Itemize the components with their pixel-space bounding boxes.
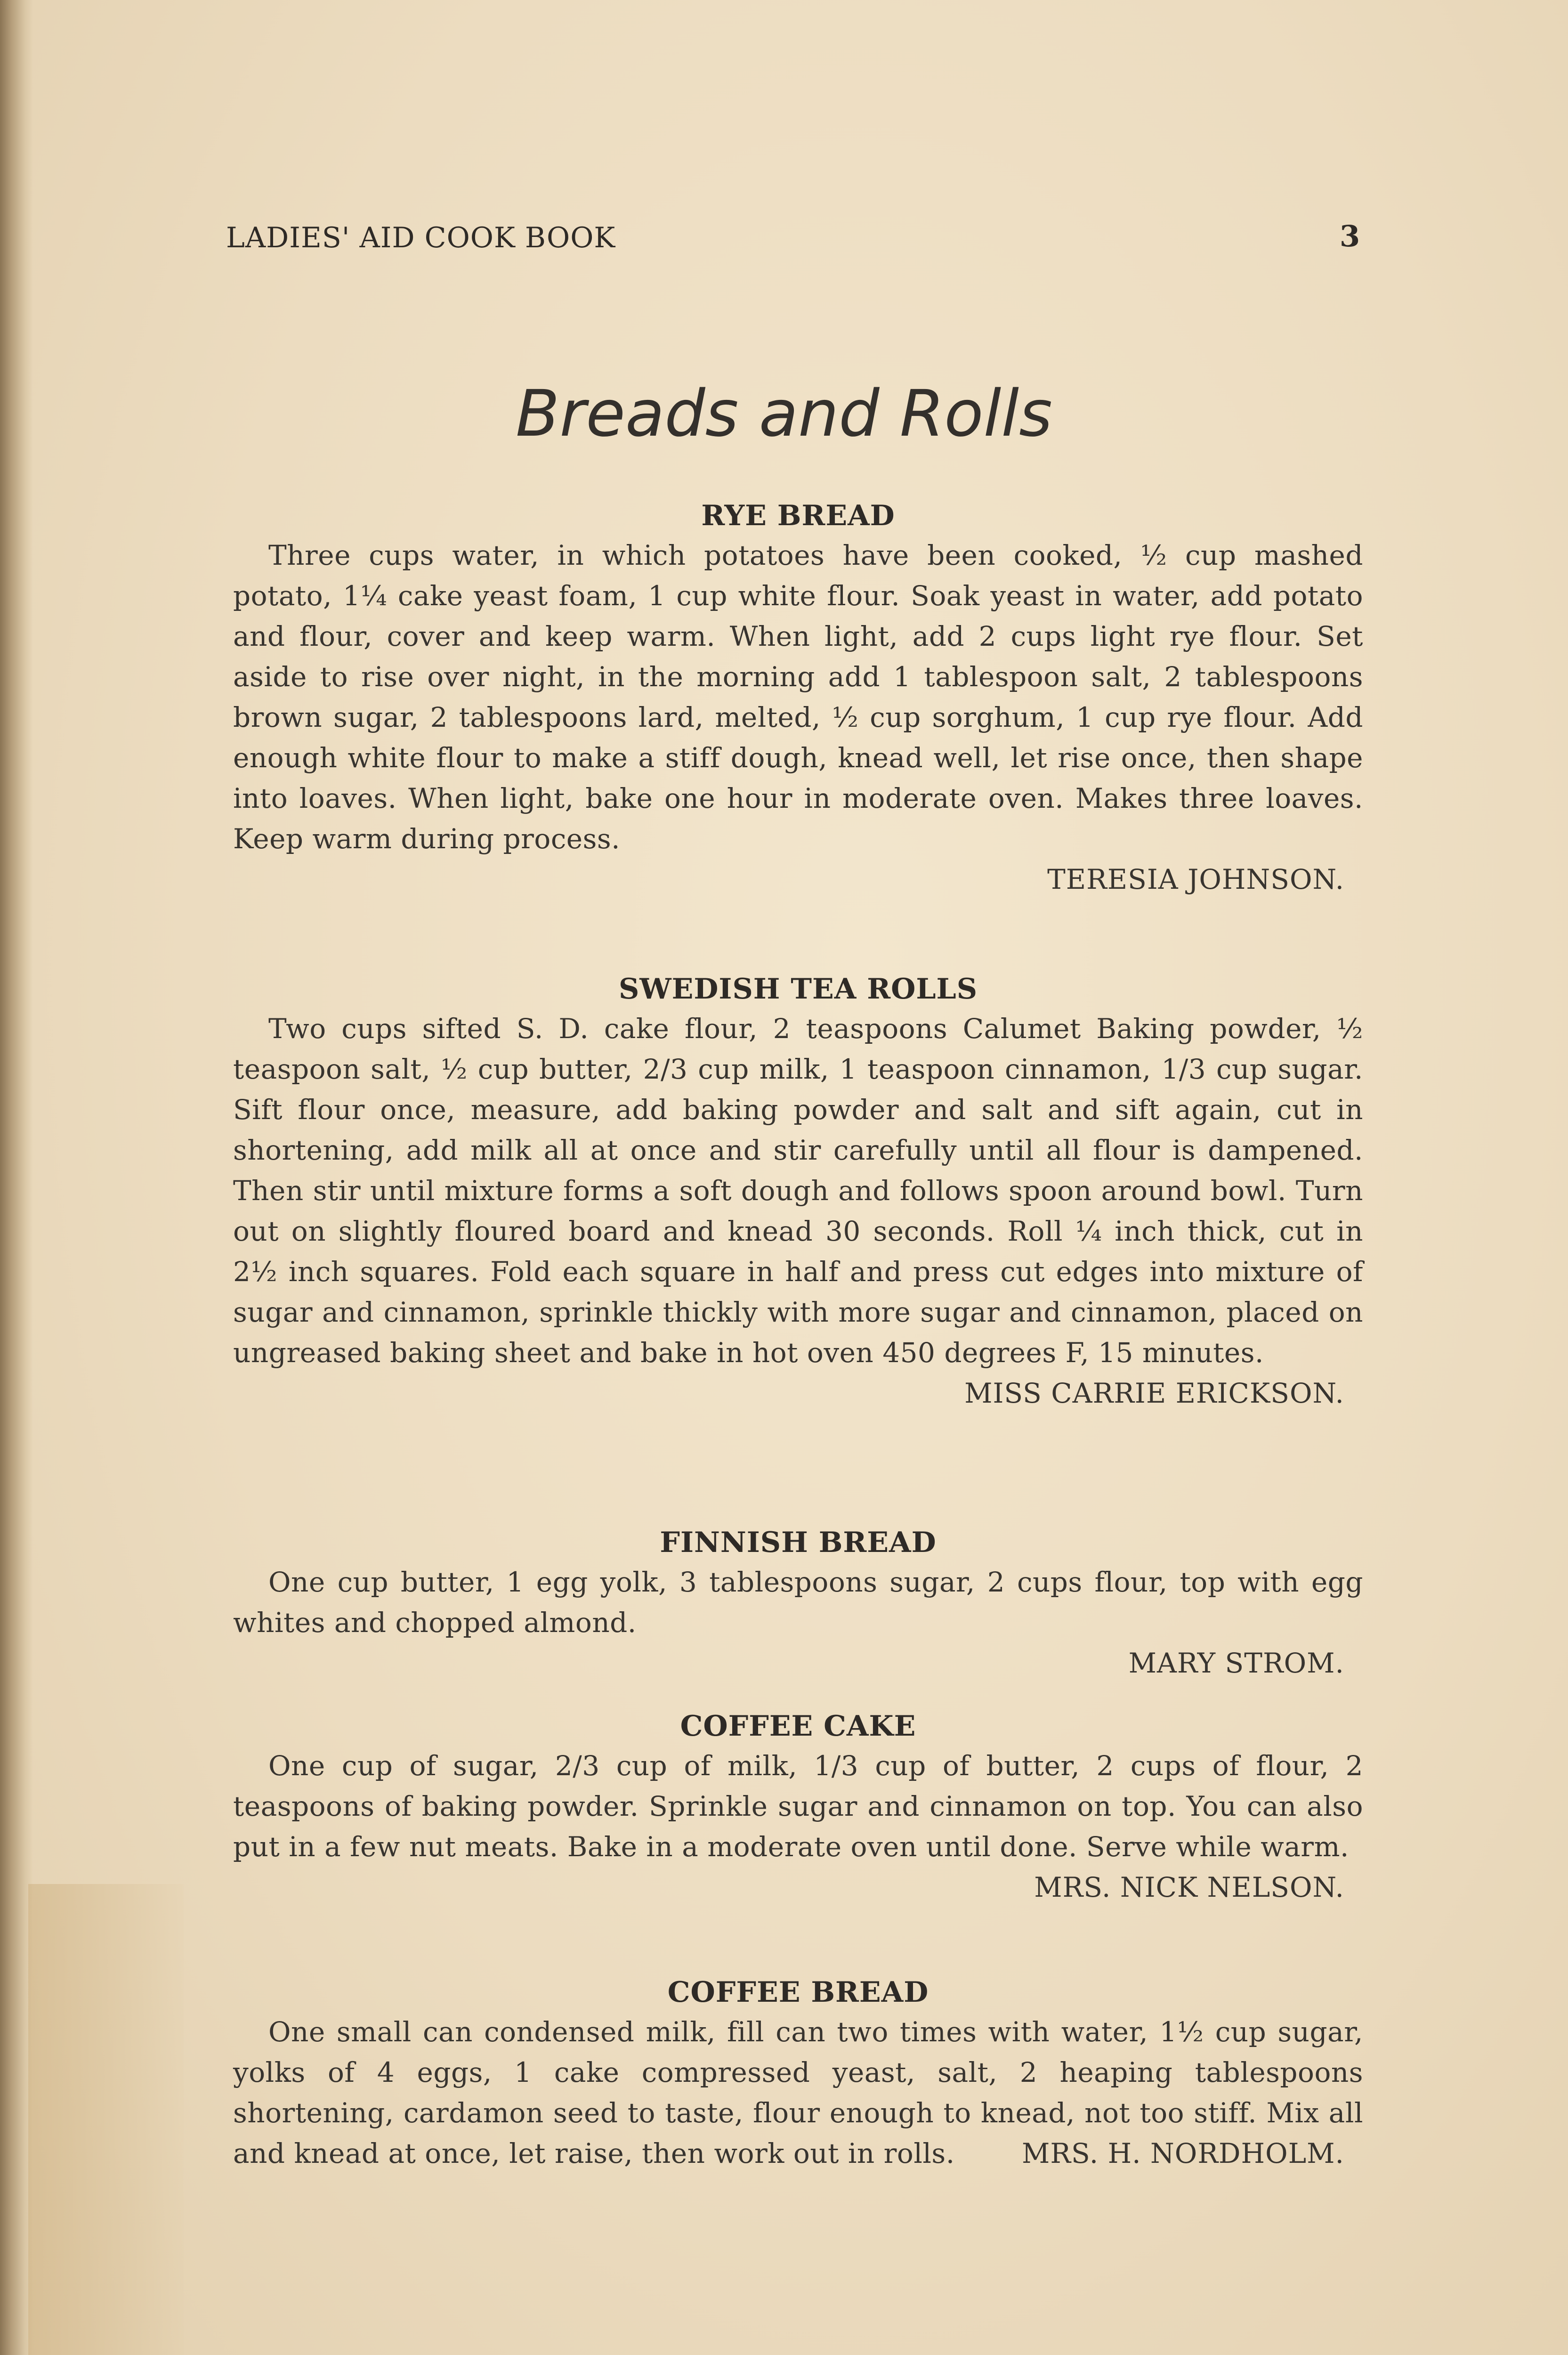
recipe-coffee-cake [233, 1710, 1363, 1908]
recipe-author: MARY STROM. [1128, 1647, 1344, 1679]
recipe-coffee-bread [233, 1976, 1363, 2174]
recipe-title: SWEDISH TEA ROLLS [618, 973, 978, 1006]
running-head: LADIES' AID COOK BOOK [226, 221, 616, 254]
recipe-finnish-bread [233, 1526, 1363, 1683]
recipe-body: One cup of sugar, 2/3 cup of milk, 1/3 cup of butter, 2 cups of flour, 2 teaspoons of baking powder. Sprinkle sugar and cinnamon on top. You can also put in a few nut meats. Bake in a moderate oven until done. Serve while warm. [233, 1750, 1363, 1863]
recipe-author: MISS CARRIE ERICKSON. [964, 1377, 1344, 1409]
recipe-author: TERESIA JOHNSON. [1047, 863, 1344, 895]
paper-stain [28, 1884, 184, 2355]
recipe-author: MRS. NICK NELSON. [1034, 1871, 1344, 1903]
recipe-author: MRS. H. NORDHOLM. [1022, 2137, 1344, 2169]
recipe-swedish-tea-rolls [233, 973, 1363, 1413]
recipe-body: One cup butter, 1 egg yolk, 3 tablespoons sugar, 2 cups flour, top with egg whites and chopped almond. [233, 1566, 1363, 1639]
recipe-title: RYE BREAD [701, 499, 895, 532]
recipe-body: One small can condensed milk, fill can two times with water, 1½ cup sugar, yolks of 4 eggs, 1 cake compressed yeast, salt, 2 heaping tablespoons shortening, cardamon seed to taste, flour enough to knead, not too stiff. Mix all and knead at once, let raise, then work out in rolls. [233, 2016, 1363, 2169]
recipe-body: Three cups water, in which potatoes have been cooked, ½ cup mashed potato, 1¼ cake yeast foam, 1 cup white flour. Soak yeast in water, add potato and flour, cover and keep warm. When light, add 2 cups light rye flour. Set aside to rise over night, in the morning add 1 tablespoon salt, 2 tablespoons brown sugar, 2 tablespoons lard, melted, ½ cup sorghum, 1 cup rye flour. Add enough white flour to make a stiff dough, knead well, let rise once, then shape into loaves. When light, bake one hour in moderate oven. Makes three loaves. Keep warm during process. [233, 539, 1363, 855]
recipe-title: COFFEE CAKE [680, 1710, 916, 1743]
chapter-title: Breads and Rolls [516, 377, 1052, 451]
recipe-title: COFFEE BREAD [667, 1976, 929, 2009]
recipe-body: Two cups sifted S. D. cake flour, 2 teaspoons Calumet Baking powder, ½ teaspoon salt, ½ cup butter, 2/3 cup milk, 1 teaspoon cinnamon, 1/3 cup sugar. Sift flour once, measure, add baking powder and salt and sift again, cut in shortening, add milk all at once and stir carefully until all flour is dampened. Then stir until mixture forms a soft dough and follows spoon around bowl. Turn out on slightly floured board and knead 30 seconds. Roll ¼ inch thick, cut in 2½ inch squares. Fold each square in half and press cut edges into mixture of sugar and cinnamon, sprinkle thickly with more sugar and cinnamon, placed on ungreased baking sheet and bake in hot oven 450 degrees F, 15 minutes. [233, 1013, 1363, 1369]
recipe-rye-bread [233, 499, 1363, 900]
recipe-title: FINNISH BREAD [660, 1526, 937, 1559]
page-number: 3 [1340, 219, 1360, 253]
